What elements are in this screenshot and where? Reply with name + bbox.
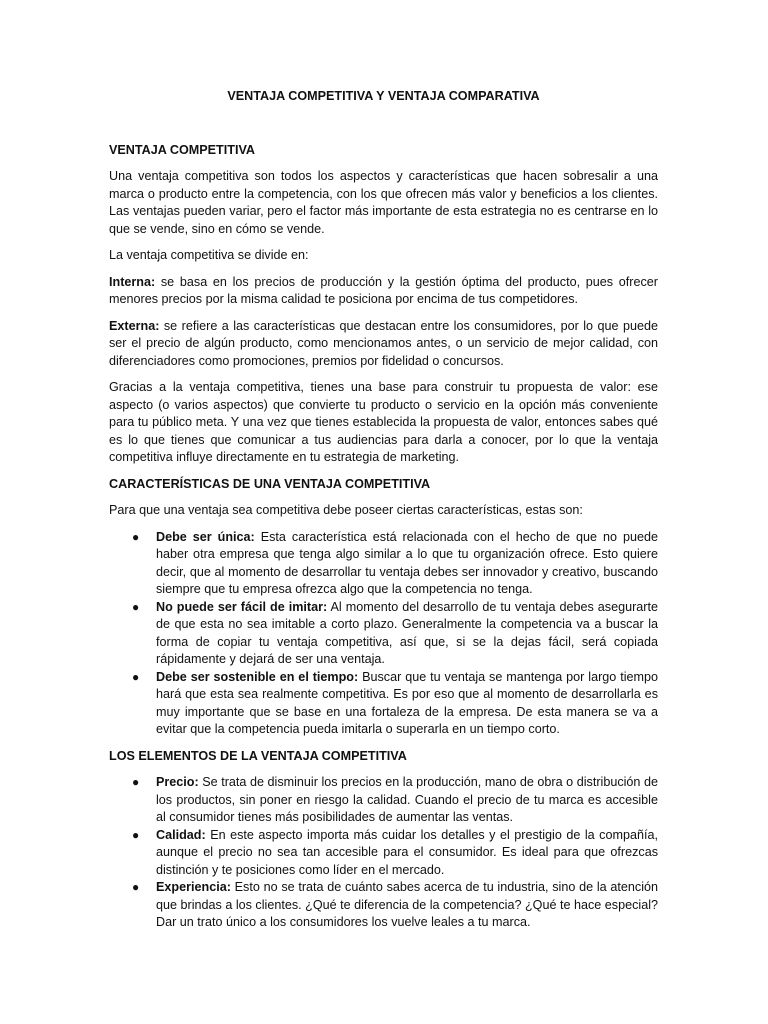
list-item-text: Se trata de disminuir los precios en la producción, mano de obra o distribución de los productos, sin poner en riesgo la calidad. Cuando el precio de tu marca es accesible al consumidor tienes más posibilidades de aumentar las ventas. bbox=[156, 775, 658, 824]
text-externa: se refiere a las características que destacan entre los consumidores, por lo que puede ser el precio de algún producto, como mencionamos antes, o un servicio de mejor calidad, con diferenciadores como promociones, premios por fidelidad o concursos. bbox=[109, 318, 658, 368]
section-heading-ventaja-competitiva: VENTAJA COMPETITIVA bbox=[109, 142, 256, 157]
list-item-label: Debe ser sostenible en el tiempo: bbox=[156, 669, 359, 684]
paragraph-gracias: Gracias a la ventaja competitiva, tienes una base para construir tu propuesta de valor: ese aspecto (o varios aspectos) que convierte tu producto o servicio en la opción más conveniente para tu público meta. Y una vez que tienes establecida la propuesta de valor, entonces sabes qué es lo que tienes que comunicar a tus audiencias para darla a conocer, por lo que la ventaja competitiva influye directamente en tu estrategia de marketing. bbox=[109, 380, 658, 464]
list-item bbox=[109, 879, 658, 932]
bullet-icon: ● bbox=[132, 529, 140, 544]
list-item-text: Esto no se trata de cuánto sabes acerca de tu industria, sino de la atención que brindas a los clientes. ¿Qué te diferencia de la competencia? ¿Qué te hace especial? Dar un trato único a los consumidores los vuelve leales a tu marca. bbox=[156, 880, 658, 929]
list-caracteristicas bbox=[109, 529, 658, 739]
label-interna: Interna: bbox=[109, 274, 156, 289]
bullet-icon: ● bbox=[132, 775, 140, 789]
document-title: VENTAJA COMPETITIVA Y VENTAJA COMPARATIVA bbox=[227, 89, 540, 103]
bullet-icon: ● bbox=[132, 827, 140, 842]
list-item-label: Precio: bbox=[156, 775, 199, 789]
list-item bbox=[109, 599, 658, 669]
list-item-label: Experiencia: bbox=[156, 880, 231, 894]
list-item-label: No puede ser fácil de imitar: bbox=[156, 599, 328, 614]
paragraph-intro: Una ventaja competitiva son todos los aspectos y características que hacen sobresalir a una marca o producto entre la competencia, con los que ofrecen más valor y beneficios a los clientes. Las ventajas pueden variar, pero el factor más importante de esta estrategia no es centrarse en lo que se vende, sino en cómo se vende. bbox=[109, 169, 658, 236]
paragraph-interna bbox=[109, 274, 658, 309]
list-item-text: En este aspecto importa más cuidar los detalles y el prestigio de la compañía, aunque el precio no sea tan accesible para el consumidor. Es ideal para que ofrezcas distinción y te posiciones como líder en el mercado. bbox=[156, 827, 658, 877]
section-heading-elementos: LOS ELEMENTOS DE LA VENTAJA COMPETITIVA bbox=[109, 748, 407, 763]
document-body bbox=[109, 88, 658, 941]
bullet-icon: ● bbox=[132, 880, 140, 894]
paragraph-caracteristicas-intro: Para que una ventaja sea competitiva debe poseer ciertas características, estas son: bbox=[109, 503, 583, 517]
list-item bbox=[109, 827, 658, 880]
list-item-text: Al momento del desarrollo de tu ventaja debes asegurarte de que esta no sea imitable a corto plazo. Generalmente la competencia va a buscar la forma de copiar tu ventaja competitiva, así que, si se la dejas fácil, será copiada rápidamente y dejará de ser una ventaja. bbox=[156, 599, 658, 666]
text-interna: se basa en los precios de producción y la gestión óptima del producto, pues ofrecer menores precios por la misma calidad te posiciona por encima de tus competidores. bbox=[109, 274, 658, 306]
paragraph-divide: La ventaja competitiva se divide en: bbox=[109, 248, 309, 262]
label-externa: Externa: bbox=[109, 318, 160, 333]
list-item-text: Buscar que tu ventaja se mantenga por largo tiempo hará que esta sea realmente competitiva. Es por eso que al momento de desarrollarla es muy importante que se base en una fortaleza de la empresa. De esta manera se va a evitar que la competencia pueda imitarla o superarla en un tiempo corto. bbox=[156, 669, 658, 736]
paragraph-externa bbox=[109, 318, 658, 371]
bullet-icon: ● bbox=[132, 669, 140, 684]
list-item-label: Debe ser única: bbox=[156, 529, 255, 544]
list-item bbox=[109, 529, 658, 599]
section-heading-caracteristicas: CARACTERÍSTICAS DE UNA VENTAJA COMPETITIVA bbox=[109, 476, 431, 491]
list-item bbox=[109, 774, 658, 827]
list-item-text: Esta característica está relacionada con el hecho de que no puede haber otra empresa que tenga algo similar a lo que tu organización ofrece. Esto quiere decir, que al momento de desarrollar tu ventaja debes ser innovador y creativo, buscando siempre que tu empresa ofrezca algo que la competencia no tenga. bbox=[156, 529, 658, 596]
list-item-label: Calidad: bbox=[156, 827, 206, 842]
list-item bbox=[109, 669, 658, 739]
bullet-icon: ● bbox=[132, 599, 140, 614]
list-elementos bbox=[109, 774, 658, 932]
